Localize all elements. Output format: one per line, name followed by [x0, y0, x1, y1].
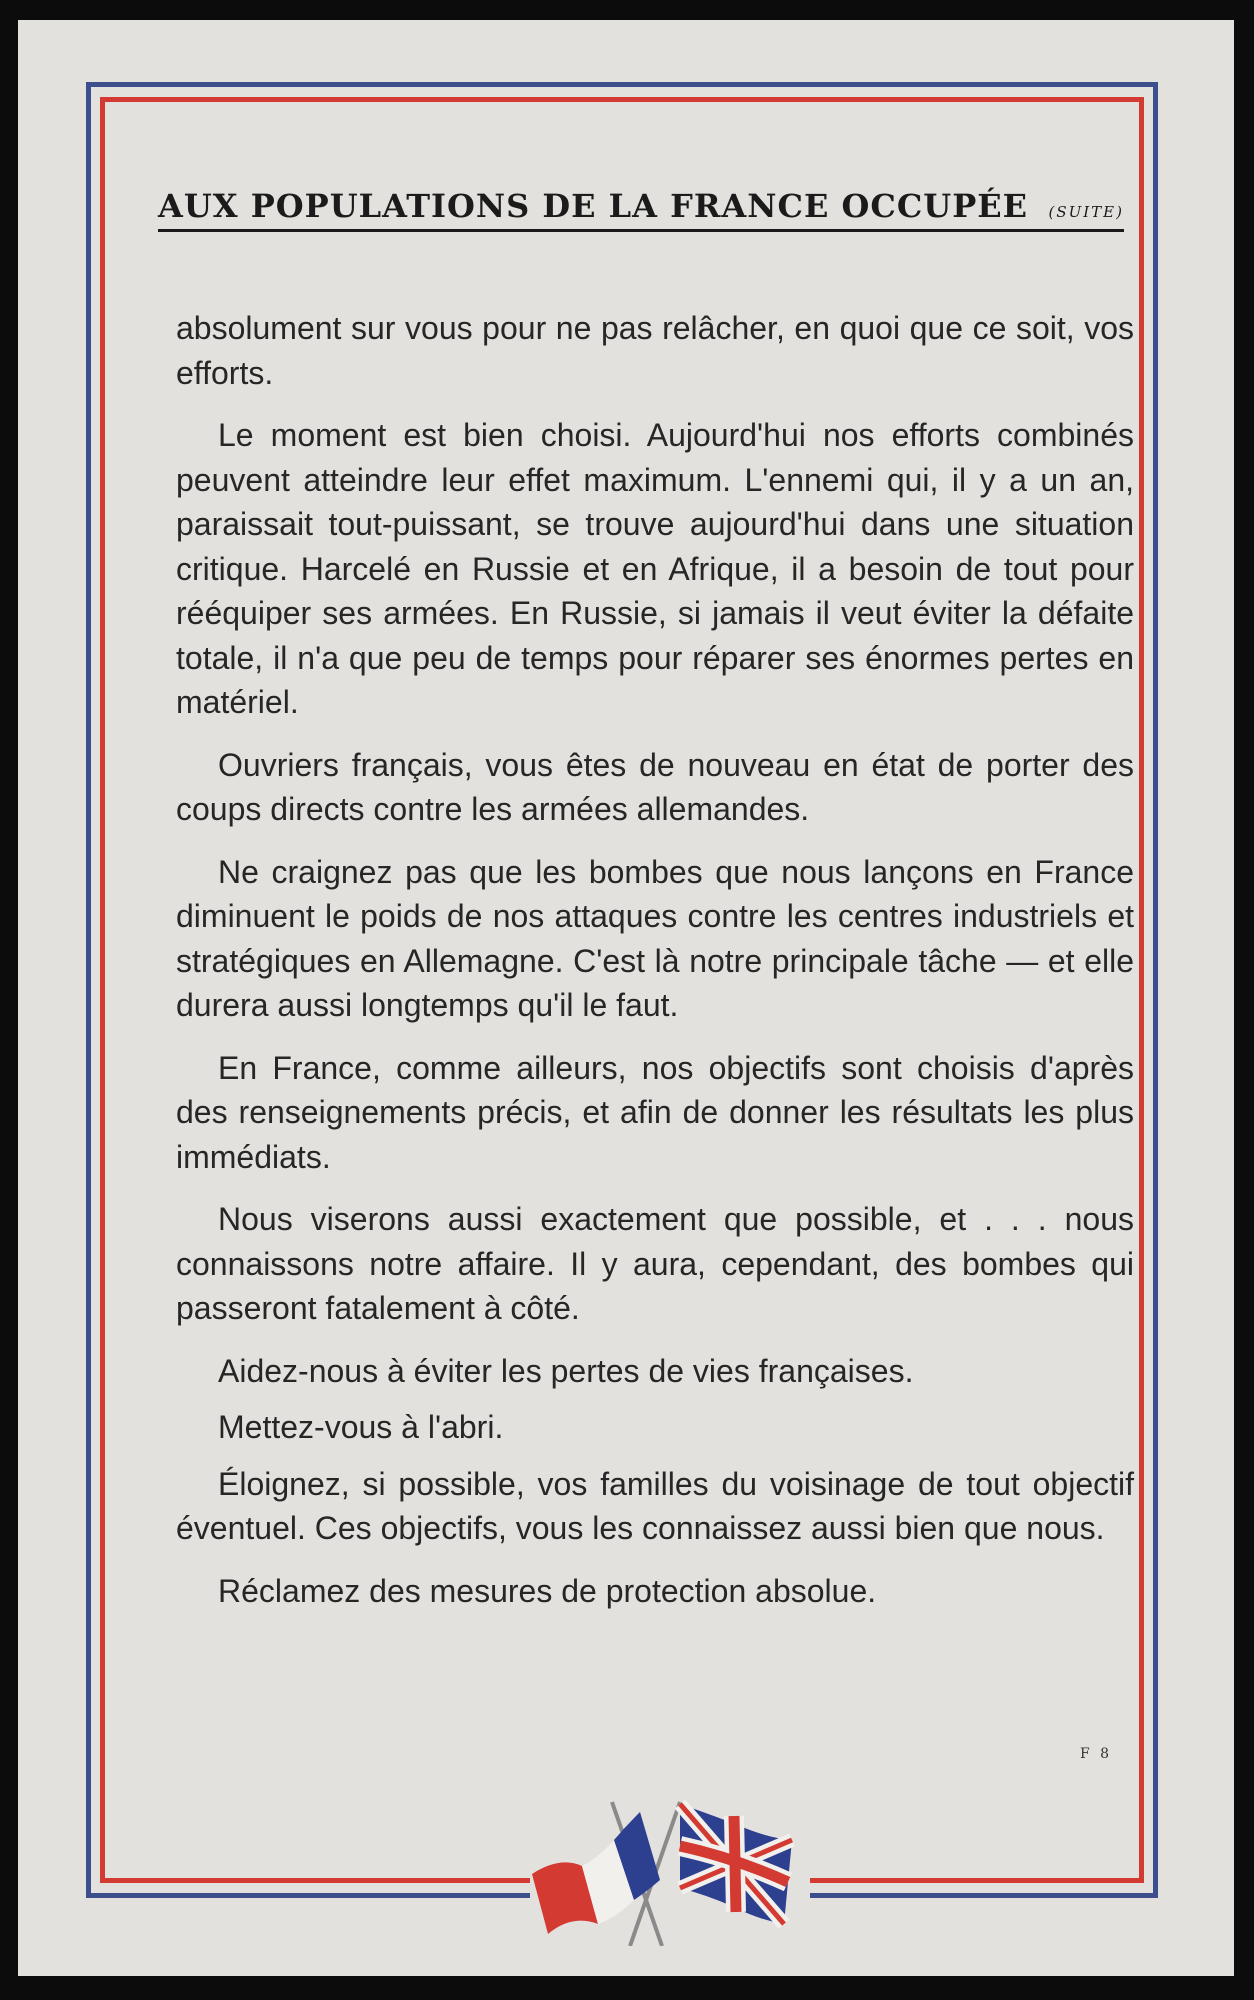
union-jack-icon: [680, 1804, 792, 1924]
paragraph-4: Ne craignez pas que les bombes que nous lançons en France diminuent le poids de nos attaques contre les centres industriels et stratégiques en Allemagne. C'est là notre principale tâche — et elle durera aussi longtemps qu'il le faut.: [176, 853, 1134, 1023]
crossed-flags-icon: [530, 1796, 810, 1946]
reference-code: F 8: [1080, 1746, 1113, 1762]
paragraph-2: Le moment est bien choisi. Aujourd'hui nos efforts combinés peuvent atteindre leur effet maximum. L'ennemi qui, il y a un an, paraissait tout-puissant, se trouve aujourd'hui dans une situation critique. Harcelé en Russie et en Afrique, il a besoin de tout pour rééquiper ses armées. En Russie, si jamais il veut éviter la défaite totale, il n'a que peu de temps pour réparer ses énormes pertes en matériel.: [176, 417, 1134, 720]
header: [158, 180, 1124, 232]
paragraph-3: Ouvriers français, vous êtes de nouveau en état de porter des coups directs contre les armées allemandes.: [176, 746, 1134, 827]
paragraph-10: Réclamez des mesures de protection absolue.: [218, 1572, 877, 1609]
leaflet-page: [18, 20, 1234, 1976]
paragraph-6: Nous viserons aussi exactement que possible, et . . . nous connaissons notre affaire. Il y aura, cependant, des bombes qui passeront fatalement à côté.: [176, 1201, 1134, 1326]
page-title: AUX POPULATIONS DE LA FRANCE OCCUPÉE: [158, 187, 1029, 225]
suite-label: (SUITE): [1048, 203, 1124, 221]
paragraph-9: Éloignez, si possible, vos familles du voisinage de tout objectif éventuel. Ces objectifs, vous les connaissez aussi bien que nous.: [176, 1465, 1134, 1546]
paragraph-8: Mettez-vous à l'abri.: [218, 1409, 504, 1445]
paragraph-7: Aidez-nous à éviter les pertes de vies françaises.: [218, 1352, 914, 1389]
paragraph-5: En France, comme ailleurs, nos objectifs sont choisis d'après des renseignements précis, et afin de donner les résultats les plus immédiats.: [176, 1049, 1134, 1175]
paragraph-1: absolument sur vous pour ne pas relâcher, en quoi que ce soit, vos efforts.: [176, 310, 1134, 391]
leaflet-body: [176, 306, 1134, 1631]
